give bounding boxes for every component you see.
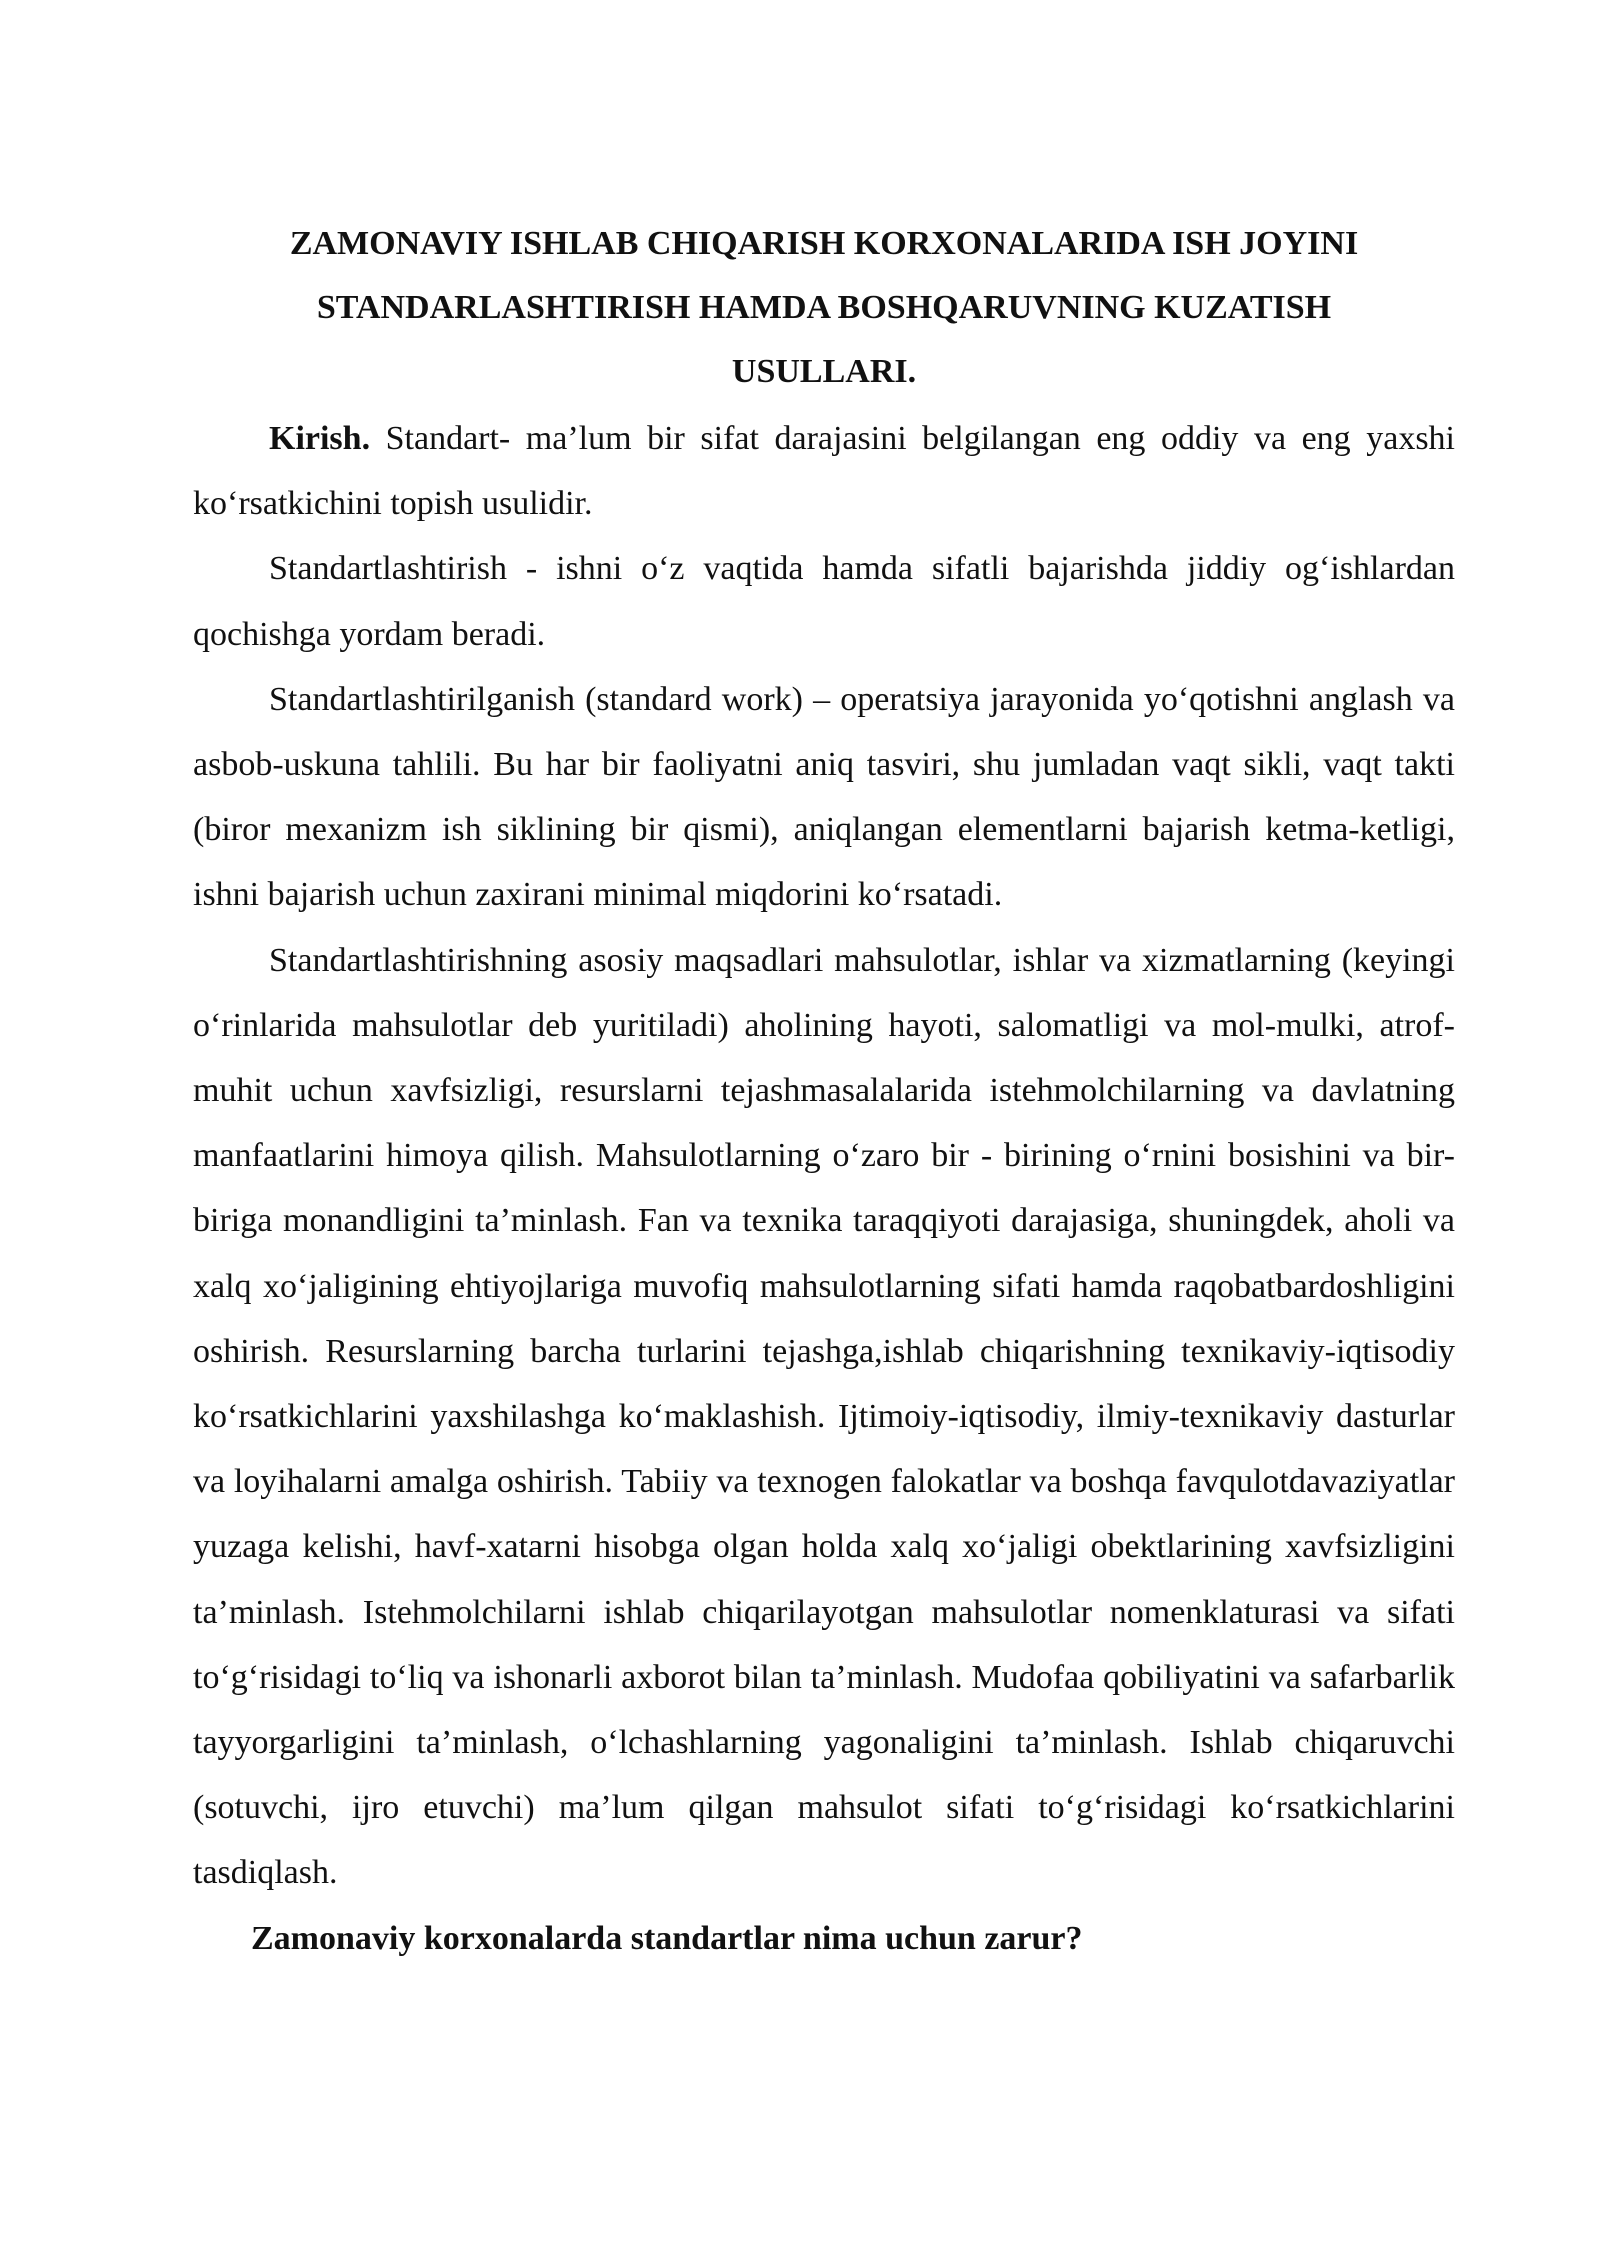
- document-page: [193, 212, 1455, 1971]
- title-line: USULLARI.: [731, 353, 917, 390]
- title-line: ZAMONAVIY ISHLAB CHIQARISH KORXONALARIDA ISH JOYINI: [289, 225, 1359, 262]
- body-paragraph: Standartlashtirish - ishni o‘z vaqtida hamda sifatli bajarishda jiddiy og‘ishlardan qochishga yordam beradi.: [193, 550, 1455, 653]
- intro-paragraph: [193, 406, 1455, 536]
- body-paragraph: Standartlashtirishning asosiy maqsadlari mahsulotlar, ishlar va xizmatlarning (keyingi o‘rinlarida mahsulotlar deb yuritiladi) aholining hayoti, salomatligi va mol-mulki, atrof-muhit uchun xavfsizligi, resurslarni tejashmasalalarida istehmolchilarning va davlatning manfaatlarini himoya qilish. Mahsulotlarning o‘zaro bir - birining o‘rnini bosishini va bir-biriga monandligini ta’minlash. Fan va texnika taraqqiyoti darajasiga, shuningdek, aholi va xalq xo‘jaligining ehtiyojlariga muvofiq mahsulotlarning sifati hamda raqobatbardoshligini oshirish. Resurslarning barcha turlarini tejashga,ishlab chiqarishning texnikaviy-iqtisodiy ko‘rsatkichlarini yaxshilashga ko‘maklashish. Ijtimoiy-iqtisodiy, ilmiy-texnikaviy dasturlar va loyihalarni amalga oshirish. Tabiiy va texnogen falokatlar va boshqa favqulotdavaziyatlar yuzaga kelishi, havf-xatarni hisobga olgan holda xalq xo‘jaligi obektlarining xavfsizligini ta’minlash. Istehmolchilarni ishlab chiqarilayotgan mahsulotlar nomenklaturasi va sifati to‘g‘risidagi to‘liq va ishonarli axborot bilan ta’minlash. Mudofaa qobiliyatini va safarbarlik tayyorgarligini ta’minlash, o‘lchashlarning yagonaligini ta’minlash. Ishlab chiqaruvchi (sotuvchi, ijro etuvchi) ma’lum qilgan mahsulot sifati to‘g‘risidagi ko‘rsatkichlarini tasdiqlash.: [193, 941, 1455, 1892]
- body-paragraph: Standartlashtirilganish (standard work) – operatsiya jarayonida yo‘qotishni anglash va asbob-uskuna tahlili. Bu har bir faoliyatni aniq tasviri, shu jumladan vaqt sikli, vaqt takti (biror mexanizm ish siklining bir qismi), aniqlangan elementlarni bajarish ketma-ketligi, ishni bajarish uchun zaxirani minimal miqdorini ko‘rsatadi.: [193, 680, 1455, 914]
- intro-lead: Kirish.: [269, 420, 371, 457]
- section-heading: Zamonaviy korxonalarda standartlar nima uchun zarur?: [251, 1919, 1083, 1957]
- intro-text: Standart- ma’lum bir sifat darajasini belgilangan eng oddiy va eng yaxshi ko‘rsatkichini topish usulidir.: [193, 420, 1455, 523]
- document-title: [193, 212, 1455, 404]
- title-line: STANDARLASHTIRISH HAMDA BOSHQARUVNING KUZATISH: [316, 289, 1332, 326]
